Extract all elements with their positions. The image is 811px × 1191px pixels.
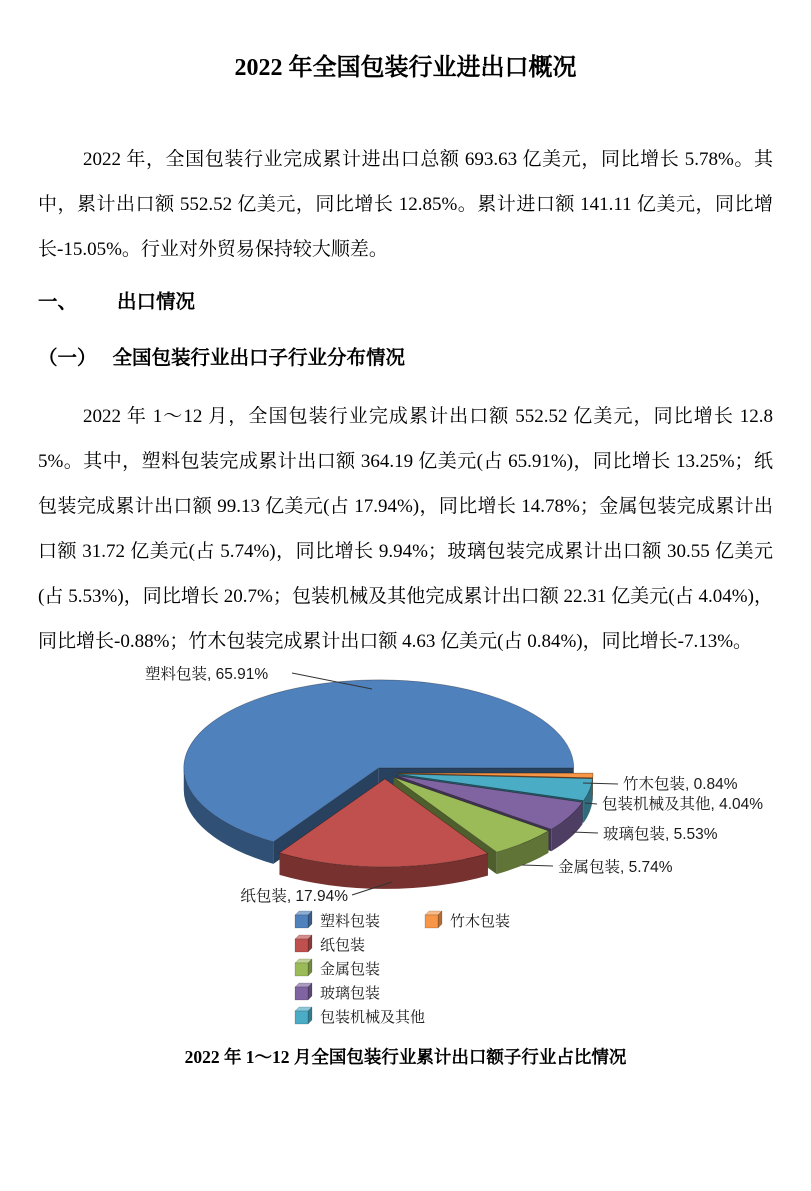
legend-item-metal[interactable] [295,959,380,978]
legend-label-bamboo: 竹木包装 [450,913,510,930]
subsection-label: 全国包装行业出口子行业分布情况 [113,348,406,369]
section-number: 一、 [38,290,77,316]
legend-cube-front [295,963,308,976]
legend-cube-front [295,987,308,1000]
document-title: 2022 年全国包装行业进出口概况 [40,52,771,84]
pie-label-paper: 纸包装, 17.94% [240,887,348,905]
pie-label-glass: 玻璃包装, 5.53% [603,825,718,843]
legend-item-bamboo[interactable] [425,911,510,930]
pie-label-metal: 金属包装, 5.74% [558,858,673,876]
legend-label-glass: 玻璃包装 [320,985,380,1002]
legend-cube-front [425,915,438,928]
pie-leader-glass [572,832,598,833]
detail-paragraph: 2022 年 1～12 月，全国包装行业完成累计出口额 552.52 亿美元，同比增长 12.85%。其中，塑料包装完成累计出口额 364.19 亿美元(占 65.91%)，同比增长 13.25%；纸包装完成累计出口额 99.13 亿美元(占 17.94%)，同比增长 14.78%；金属包装完成累计出口额 31.72 亿美元(占 5.74%)，同比增长 9.94%；玻璃包装完成累计出口额 30.55 亿美元(占 5.53%)，同比增长 20.7%；包装机械及其他完成累计出口额 22.31 亿美元(占 4.04%)，同比增长-0.88%；竹木包装完成累计出口额 4.63 亿美元(占 0.84%)，同比增长-7.13%。 [38,394,773,664]
legend-cube-front [295,915,308,928]
legend-item-plastic[interactable] [295,911,380,930]
subsection-heading-distribution [38,346,773,372]
legend-label-machinery: 包装机械及其他 [320,1008,425,1026]
pie-label-bamboo: 竹木包装, 0.84% [623,775,738,793]
pie-chart-canvas [0,645,811,1030]
section-heading-export [38,290,773,316]
legend-item-glass[interactable] [295,983,380,1002]
section-label: 出口情况 [117,292,195,313]
subsection-number: （一） [38,346,97,372]
pie-chart [0,645,811,1030]
legend-item-machinery[interactable] [295,1007,425,1026]
document-page [0,52,811,1191]
legend-cube-front [295,939,308,952]
legend-label-paper: 纸包装 [320,937,365,954]
legend-item-paper[interactable] [295,935,365,954]
pie-label-machinery: 包装机械及其他, 4.04% [602,795,763,813]
pie-label-plastic: 塑料包装, 65.91% [145,665,268,683]
legend-label-plastic: 塑料包装 [320,913,380,930]
legend-label-metal: 金属包装 [320,961,380,978]
chart-caption: 2022 年 1～12 月全国包装行业累计出口额子行业占比情况 [0,1044,811,1070]
pie-leader-metal [522,865,553,866]
legend-cube-front [295,1011,308,1024]
intro-paragraph: 2022 年，全国包装行业完成累计进出口总额 693.63 亿美元，同比增长 5.78%。其中，累计出口额 552.52 亿美元，同比增长 12.85%。累计进口额 141.11 亿美元，同比增长-15.05%。行业对外贸易保持较大顺差。 [38,137,773,272]
